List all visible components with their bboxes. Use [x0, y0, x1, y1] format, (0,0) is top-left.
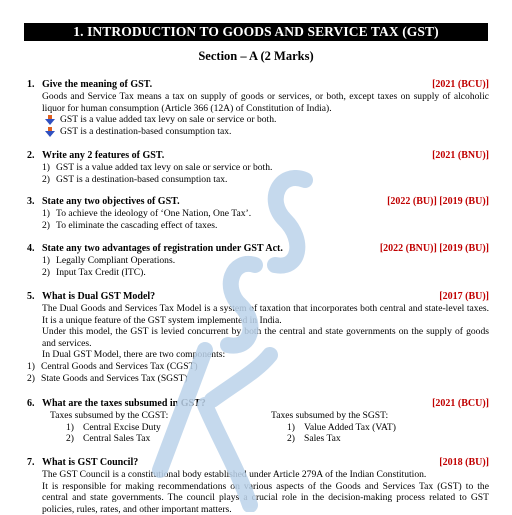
item-text: To achieve the ideology of ‘One Nation, One Tax’. — [56, 208, 252, 219]
item-text: Central Sales Tax — [83, 433, 151, 445]
question-4 — [27, 243, 489, 278]
item-number: 1) — [42, 255, 50, 266]
answer-paragraph: The Dual Goods and Services Tax Model is a system of taxation that incorporates both central and state-level taxes. It is a unique feature of the GST system implemented in India. — [42, 303, 489, 326]
question-text: Give the meaning of GST. — [42, 79, 153, 90]
question-5 — [27, 291, 489, 384]
question-text: What are the taxes subsumed in GST? — [42, 398, 206, 409]
item-number: 2) — [42, 219, 50, 231]
item-number: 1) — [66, 421, 74, 433]
list-item — [42, 174, 489, 186]
list-item — [27, 373, 489, 385]
list-item — [42, 267, 489, 279]
list-item — [287, 433, 396, 445]
column-heading: Taxes subsumed by the SGST: — [271, 410, 389, 421]
question-3 — [27, 196, 489, 231]
question-text: State any two objectives of GST. — [42, 196, 180, 207]
list-item — [66, 422, 168, 434]
item-number: 2) — [287, 433, 295, 445]
bullet-text: GST is a value added tax levy on sale or service or both. — [60, 114, 277, 126]
cgst-column — [50, 410, 168, 445]
exam-tag: [2022 (BNU)] [2019 (BU)] — [379, 243, 489, 254]
question-text: State any two advantages of registration under GST Act. — [42, 243, 283, 254]
question-2 — [27, 150, 489, 185]
chapter-title: 1. INTRODUCTION TO GOODS AND SERVICE TAX (GST) — [24, 23, 488, 41]
question-1 — [27, 79, 489, 137]
list-item — [27, 361, 489, 373]
exam-tag: [2021 (BCU)] — [432, 398, 489, 409]
list-item — [42, 208, 489, 220]
answer-paragraph: The GST Council is a constitutional body established under Article 279A of the Indian Constitution. — [42, 469, 427, 480]
list-item — [66, 433, 168, 445]
exam-tag: [2021 (BNU)] — [432, 150, 489, 161]
question-number: 2. — [27, 150, 35, 161]
item-number: 2) — [42, 173, 50, 185]
question-number: 5. — [27, 291, 35, 302]
list-item — [42, 220, 489, 232]
answer-paragraph: Under this model, the GST is levied concurrent by both the central and state governments on the supply of goods and services. — [42, 326, 489, 349]
arrow-bullet-icon — [45, 115, 55, 125]
answer-paragraph: Goods and Service Tax means a tax on supply of goods or services, or both, except taxes on supply of alcoholic liquor for human consumption (Article 366 (12A) of Constitution of India). — [42, 91, 489, 114]
exam-tag: [2018 (BU)] — [439, 457, 489, 468]
item-number: 1) — [42, 162, 50, 173]
question-text: Write any 2 features of GST. — [42, 150, 165, 161]
exam-tag: [2022 (BU)] [2019 (BU)] — [387, 196, 489, 207]
question-text: What is GST Council? — [42, 457, 139, 468]
exam-tag: [2017 (BU)] — [439, 291, 489, 302]
item-text: Central Excise Duty — [83, 421, 161, 433]
item-number: 2) — [66, 433, 74, 445]
answer-paragraph: In Dual GST Model, there are two components: — [42, 349, 226, 361]
arrow-bullet-icon — [45, 127, 55, 137]
answer-paragraph: It is responsible for making recommendations on various aspects of the Goods and Services Tax (GST) to the central and state governments. The council plays a crucial role in the decision-making process related to GST policies, rules, rates, and other important matters. — [42, 480, 489, 515]
list-item — [42, 162, 489, 174]
column-heading: Taxes subsumed by the CGST: — [50, 410, 169, 421]
item-number: 1) — [27, 360, 35, 372]
item-number: 2) — [27, 372, 35, 384]
exam-tag: [2021 (BCU)] — [432, 79, 489, 90]
item-number: 2) — [42, 266, 50, 278]
question-6 — [27, 398, 489, 445]
bullet-text: GST is a destination-based consumption tax. — [60, 125, 232, 137]
sgst-column — [271, 410, 396, 445]
question-number: 3. — [27, 196, 35, 207]
item-text: GST is a destination-based consumption tax. — [56, 173, 228, 185]
question-text: What is Dual GST Model? — [42, 291, 156, 302]
list-item — [42, 126, 489, 138]
question-number: 1. — [27, 79, 35, 90]
item-text: Sales Tax — [304, 433, 341, 445]
item-text: Legally Compliant Operations. — [56, 255, 176, 266]
item-text: GST is a value added tax levy on sale or service or both. — [56, 162, 273, 173]
item-text: To eliminate the cascading effect of taxes. — [56, 219, 218, 231]
item-text: State Goods and Services Tax (SGST) — [41, 372, 188, 384]
item-text: Input Tax Credit (ITC). — [56, 266, 146, 278]
list-item — [42, 255, 489, 267]
item-number: 1) — [287, 421, 295, 433]
question-number: 6. — [27, 398, 35, 409]
list-item — [42, 114, 489, 126]
list-item — [287, 422, 396, 434]
item-number: 1) — [42, 208, 50, 219]
item-text: Value Added Tax (VAT) — [304, 421, 396, 433]
question-number: 7. — [27, 457, 35, 468]
section-heading: Section – A (2 Marks) — [198, 49, 314, 63]
item-text: Central Goods and Services Tax (CGST) — [41, 360, 198, 372]
question-7 — [27, 457, 489, 515]
question-number: 4. — [27, 243, 35, 254]
